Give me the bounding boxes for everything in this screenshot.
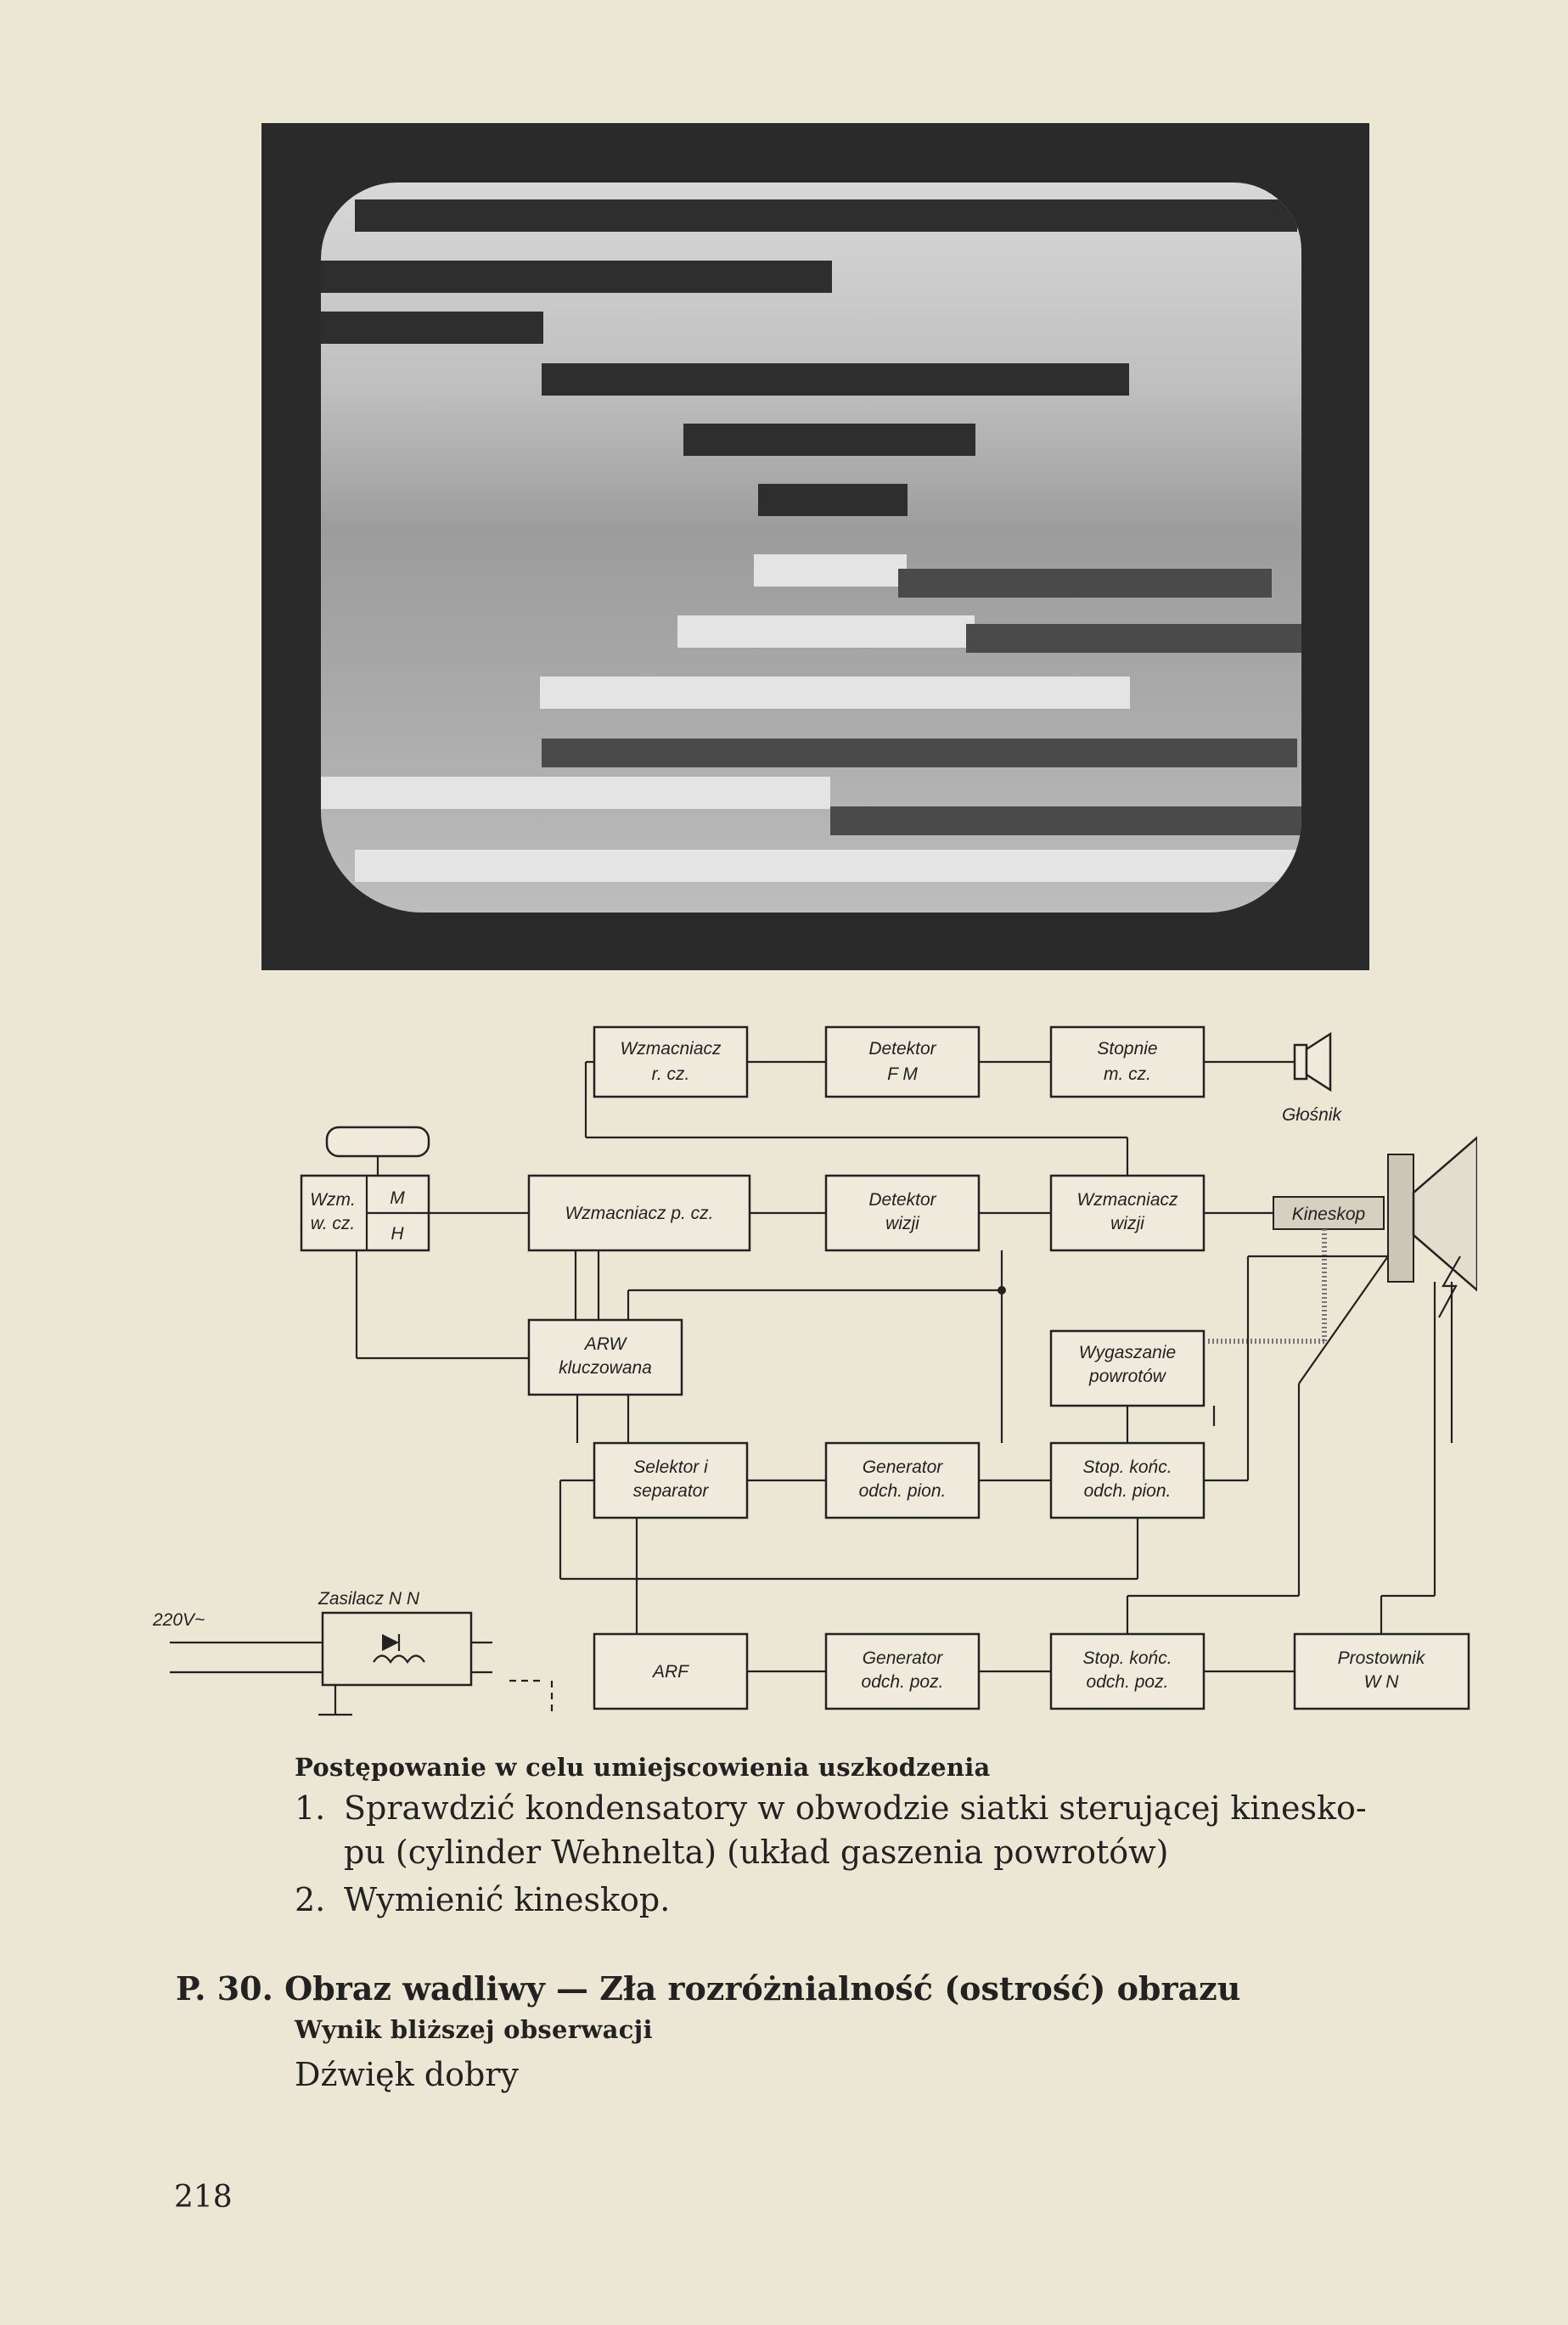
mid-bar	[830, 806, 1301, 835]
light-bar	[540, 677, 1130, 709]
label: Prostownik	[1337, 1648, 1425, 1668]
mid-bar	[966, 624, 1301, 653]
label: Selektor i	[633, 1457, 708, 1477]
dark-bar	[542, 363, 1129, 396]
label: M	[390, 1188, 405, 1208]
label: F M	[887, 1064, 918, 1084]
label: W N	[1363, 1672, 1399, 1692]
block-stop-konc-poz	[1051, 1634, 1204, 1709]
light-bar	[355, 850, 1301, 882]
block-wzmacniacz-wizji	[1051, 1176, 1204, 1250]
speaker-icon	[1295, 1034, 1330, 1090]
label: odch. poz.	[861, 1672, 944, 1692]
tv-screen-photo	[261, 123, 1369, 970]
label: wizji	[885, 1214, 919, 1233]
dark-bar	[321, 261, 832, 293]
block-stopnie-mcz	[1051, 1027, 1204, 1097]
mid-bar	[542, 738, 1297, 767]
dark-bar	[321, 312, 543, 344]
label: separator	[632, 1481, 709, 1501]
dark-bar	[355, 199, 1297, 232]
label: odch. poz.	[1086, 1672, 1169, 1692]
label: Wzmacniacz	[1076, 1190, 1178, 1210]
block-detektor-wizji	[826, 1176, 979, 1250]
light-bar	[677, 615, 975, 648]
label: r. cz.	[651, 1064, 690, 1084]
label-zasilacz: Zasilacz N N	[318, 1589, 420, 1609]
label: Stop. końc.	[1082, 1457, 1172, 1477]
block-stop-konc-pion	[1051, 1443, 1204, 1518]
label: H	[391, 1224, 404, 1244]
label: Wzm.	[310, 1190, 356, 1210]
label: Wzmacniacz	[620, 1039, 722, 1059]
dark-bar	[758, 484, 908, 516]
mid-bar	[898, 569, 1272, 598]
block-generator-poz	[826, 1634, 979, 1709]
antenna-icon	[327, 1127, 429, 1176]
label: odch. pion.	[1083, 1481, 1172, 1501]
label: Stop. końc.	[1082, 1648, 1172, 1668]
label-220v: 220V~	[153, 1610, 205, 1630]
tv-screen	[321, 183, 1301, 913]
block-detektor-fm	[826, 1027, 979, 1097]
label: Wygaszanie	[1078, 1343, 1177, 1362]
list-item-line: Wymienić kineskop.	[344, 1881, 671, 1918]
label: Wzmacniacz p. cz.	[565, 1204, 714, 1223]
list-item-line: Sprawdzić kondensatory w obwodzie siatki sterującej kinesko-	[344, 1789, 1367, 1827]
label: odch. pion.	[858, 1481, 947, 1501]
label: kluczowana	[559, 1358, 652, 1378]
label: powrotów	[1089, 1367, 1166, 1386]
label: m. cz.	[1104, 1064, 1151, 1084]
light-bar	[321, 777, 830, 809]
block-prostownik-wn	[1295, 1634, 1469, 1709]
label: Detektor	[868, 1190, 936, 1210]
label: w. cz.	[310, 1214, 356, 1233]
label: Detektor	[868, 1039, 936, 1059]
label: wizji	[1110, 1214, 1144, 1233]
tv-block-diagram	[153, 1002, 1477, 1749]
dark-bar	[683, 424, 975, 456]
section-title: P. 30. Obraz wadliwy — Zła rozróżnialność (ostrość) obrazu	[176, 1969, 1241, 2008]
block-wzmacniacz-rcz	[594, 1027, 747, 1097]
block-zasilacz	[323, 1613, 471, 1685]
block-generator-pion	[826, 1443, 979, 1518]
label-glosnik: Głośnik	[1282, 1105, 1342, 1125]
list-item-line: pu (cylinder Wehnelta) (układ gaszenia powrotów)	[344, 1834, 1169, 1871]
block-arw-kluczowana	[529, 1320, 682, 1395]
light-bar	[754, 554, 907, 587]
page-number: 218	[174, 2180, 233, 2215]
procedure-heading: Postępowanie w celu umiejscowienia uszkodzenia	[295, 1753, 991, 1782]
observation-heading: Wynik bliższej obserwacji	[295, 2015, 653, 2044]
label: ARW	[584, 1334, 627, 1354]
list-item-number: 1.	[295, 1789, 326, 1827]
list-item-number: 2.	[295, 1881, 326, 1918]
label-kineskop: Kineskop	[1291, 1205, 1366, 1224]
label: Stopnie	[1097, 1039, 1158, 1059]
label: Generator	[862, 1457, 943, 1477]
label: Generator	[862, 1648, 943, 1668]
block-selektor-separator	[594, 1443, 747, 1518]
sound-status: Dźwięk dobry	[295, 2056, 519, 2093]
label: ARF	[653, 1662, 688, 1682]
